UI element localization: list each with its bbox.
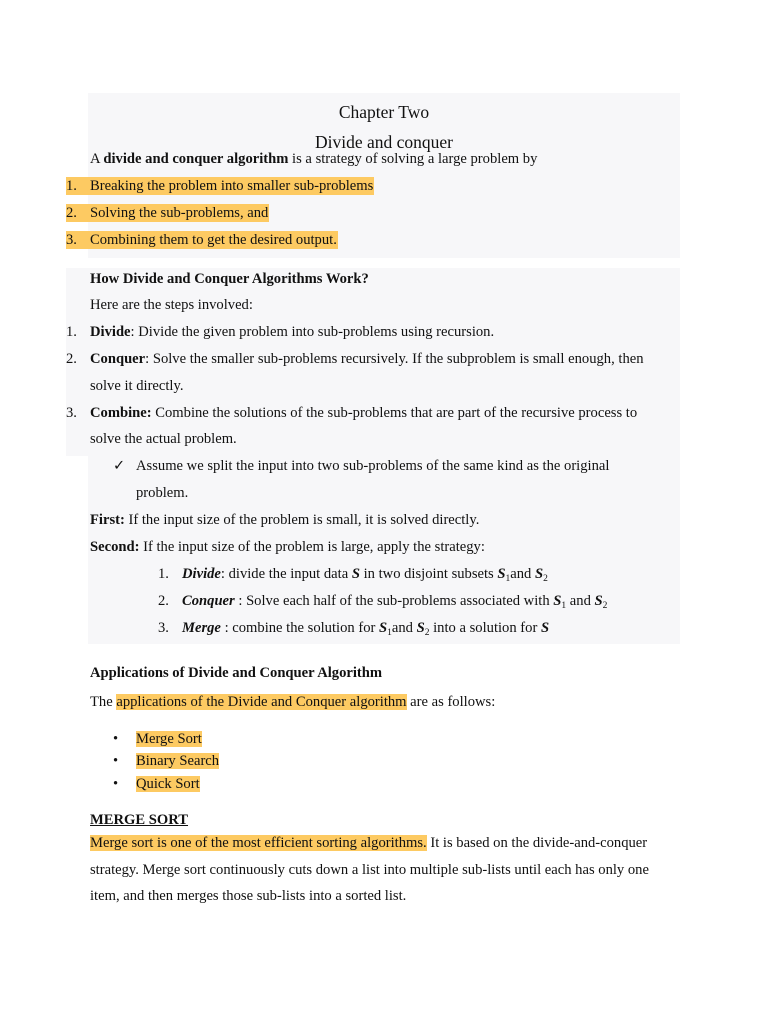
set-symbol: S (540, 620, 550, 636)
application-item-label: Merge Sort (136, 731, 202, 747)
set-symbol: S (594, 593, 603, 609)
applications-heading: Applications of Divide and Conquer Algorithm (90, 665, 383, 681)
bullet-icon: • (113, 753, 119, 769)
step-number: 2. (66, 351, 77, 367)
strategy-text: in two disjoint subsets (359, 566, 498, 582)
strategy-item-divide (158, 565, 548, 583)
set-symbol: S (351, 566, 360, 582)
check-mark-icon: ✓ (113, 458, 126, 474)
assume-line-2: problem. (136, 485, 189, 501)
application-item-label: Binary Search (136, 753, 220, 769)
intro-sentence (90, 150, 537, 168)
set-symbol: S (416, 620, 425, 636)
second-label: Second: (90, 539, 140, 555)
step-number: 1. (66, 324, 77, 340)
strategy-text: : Solve each half of the sub-problems associated with (234, 593, 554, 609)
strategy-text: into a solution for (429, 620, 541, 636)
strategy-text: and (510, 566, 535, 582)
first-text: If the input size of the problem is small, it is solved directly. (124, 512, 480, 528)
how-step-3-continuation: solve the actual problem. (90, 431, 237, 447)
step-number: 3. (66, 232, 77, 248)
second-text: If the input size of the problem is large, apply the strategy: (139, 539, 485, 555)
how-step-2-continuation: solve it directly. (90, 378, 184, 394)
set-symbol: S (535, 566, 544, 582)
applications-suffix: are as follows: (406, 694, 496, 710)
merge-sort-line-2: strategy. Merge sort continuously cuts down a list into multiple sub-lists until each has only one (90, 862, 649, 878)
strategy-text: : divide the input data (220, 566, 352, 582)
applications-intro (90, 693, 495, 711)
subscript: 2 (424, 628, 430, 638)
list-item (113, 730, 202, 748)
step-text: : Solve the smaller sub-problems recursively. If the subproblem is small enough, then (145, 351, 644, 367)
strategy-number: 2. (158, 593, 169, 609)
strategy-text: : combine the solution for (220, 620, 379, 636)
strategy-number: 1. (158, 566, 169, 582)
subscript: 2 (543, 574, 548, 584)
chapter-title: Chapter Two (338, 102, 430, 122)
step-term: Conquer (90, 351, 146, 367)
step-number: 1. (66, 178, 77, 194)
assume-text: Assume we split the input into two sub-problems of the same kind as the original (136, 458, 610, 474)
first-label: First: (90, 512, 125, 528)
list-item (113, 752, 219, 770)
strategy-number: 3. (158, 620, 169, 636)
merge-sort-text: It is based on the divide-and-conquer (426, 835, 648, 851)
subscript: 1 (561, 601, 567, 611)
intro-step-1 (66, 177, 374, 195)
bullet-icon: • (113, 731, 119, 747)
second-line (90, 538, 485, 556)
intro-step-2 (66, 204, 269, 222)
strategy-text: and (391, 620, 417, 636)
applications-highlight: applications of the Divide and Conquer algorithm (116, 694, 407, 710)
intro-suffix: is a strategy of solving a large problem by (288, 151, 538, 167)
intro-prefix: A (90, 151, 104, 167)
strategy-item-merge (158, 619, 549, 637)
step-text: Combine the solutions of the sub-problems that are part of the recursive process to (151, 405, 638, 421)
assume-line-1 (113, 457, 609, 475)
how-heading: How Divide and Conquer Algorithms Work? (90, 271, 369, 287)
merge-sort-line-3: item, and then merges those sub-lists into a sorted list. (90, 888, 407, 904)
step-number: 3. (66, 405, 77, 421)
set-symbol: S (497, 566, 506, 582)
list-item (113, 775, 200, 793)
strategy-term: Merge (182, 620, 221, 636)
merge-sort-heading: MERGE SORT (90, 812, 189, 828)
step-number: 2. (66, 205, 77, 221)
strategy-term: Divide (182, 566, 221, 582)
set-symbol: S (553, 593, 562, 609)
subscript: 1 (387, 628, 392, 638)
intro-bold-term: divide and conquer algorithm (103, 151, 289, 167)
strategy-text: and (566, 593, 595, 609)
step-term: Combine: (90, 405, 152, 421)
how-step-3 (66, 404, 637, 422)
application-item-label: Quick Sort (136, 776, 200, 792)
intro-step-3 (66, 231, 338, 249)
strategy-item-conquer (158, 592, 607, 610)
merge-sort-highlight: Merge sort is one of the most efficient sorting algorithms. (90, 835, 427, 851)
chapter-subtitle: Divide and conquer (314, 132, 453, 152)
step-text: Breaking the problem into smaller sub-problems (90, 178, 374, 194)
step-text: Solving the sub-problems, and (90, 205, 269, 221)
subscript: 1 (505, 574, 511, 584)
set-symbol: S (379, 620, 388, 636)
how-step-1 (66, 323, 494, 341)
how-step-2 (66, 350, 644, 368)
first-line (90, 511, 479, 529)
step-text: Combining them to get the desired output. (90, 232, 337, 248)
strategy-term: Conquer (182, 593, 235, 609)
merge-sort-line-1 (90, 834, 647, 852)
step-term: Divide (90, 324, 131, 340)
step-text: : Divide the given problem into sub-problems using recursion. (130, 324, 495, 340)
applications-prefix: The (90, 694, 117, 710)
bullet-icon: • (113, 776, 119, 792)
subscript: 2 (602, 601, 608, 611)
how-lead: Here are the steps involved: (90, 297, 253, 313)
